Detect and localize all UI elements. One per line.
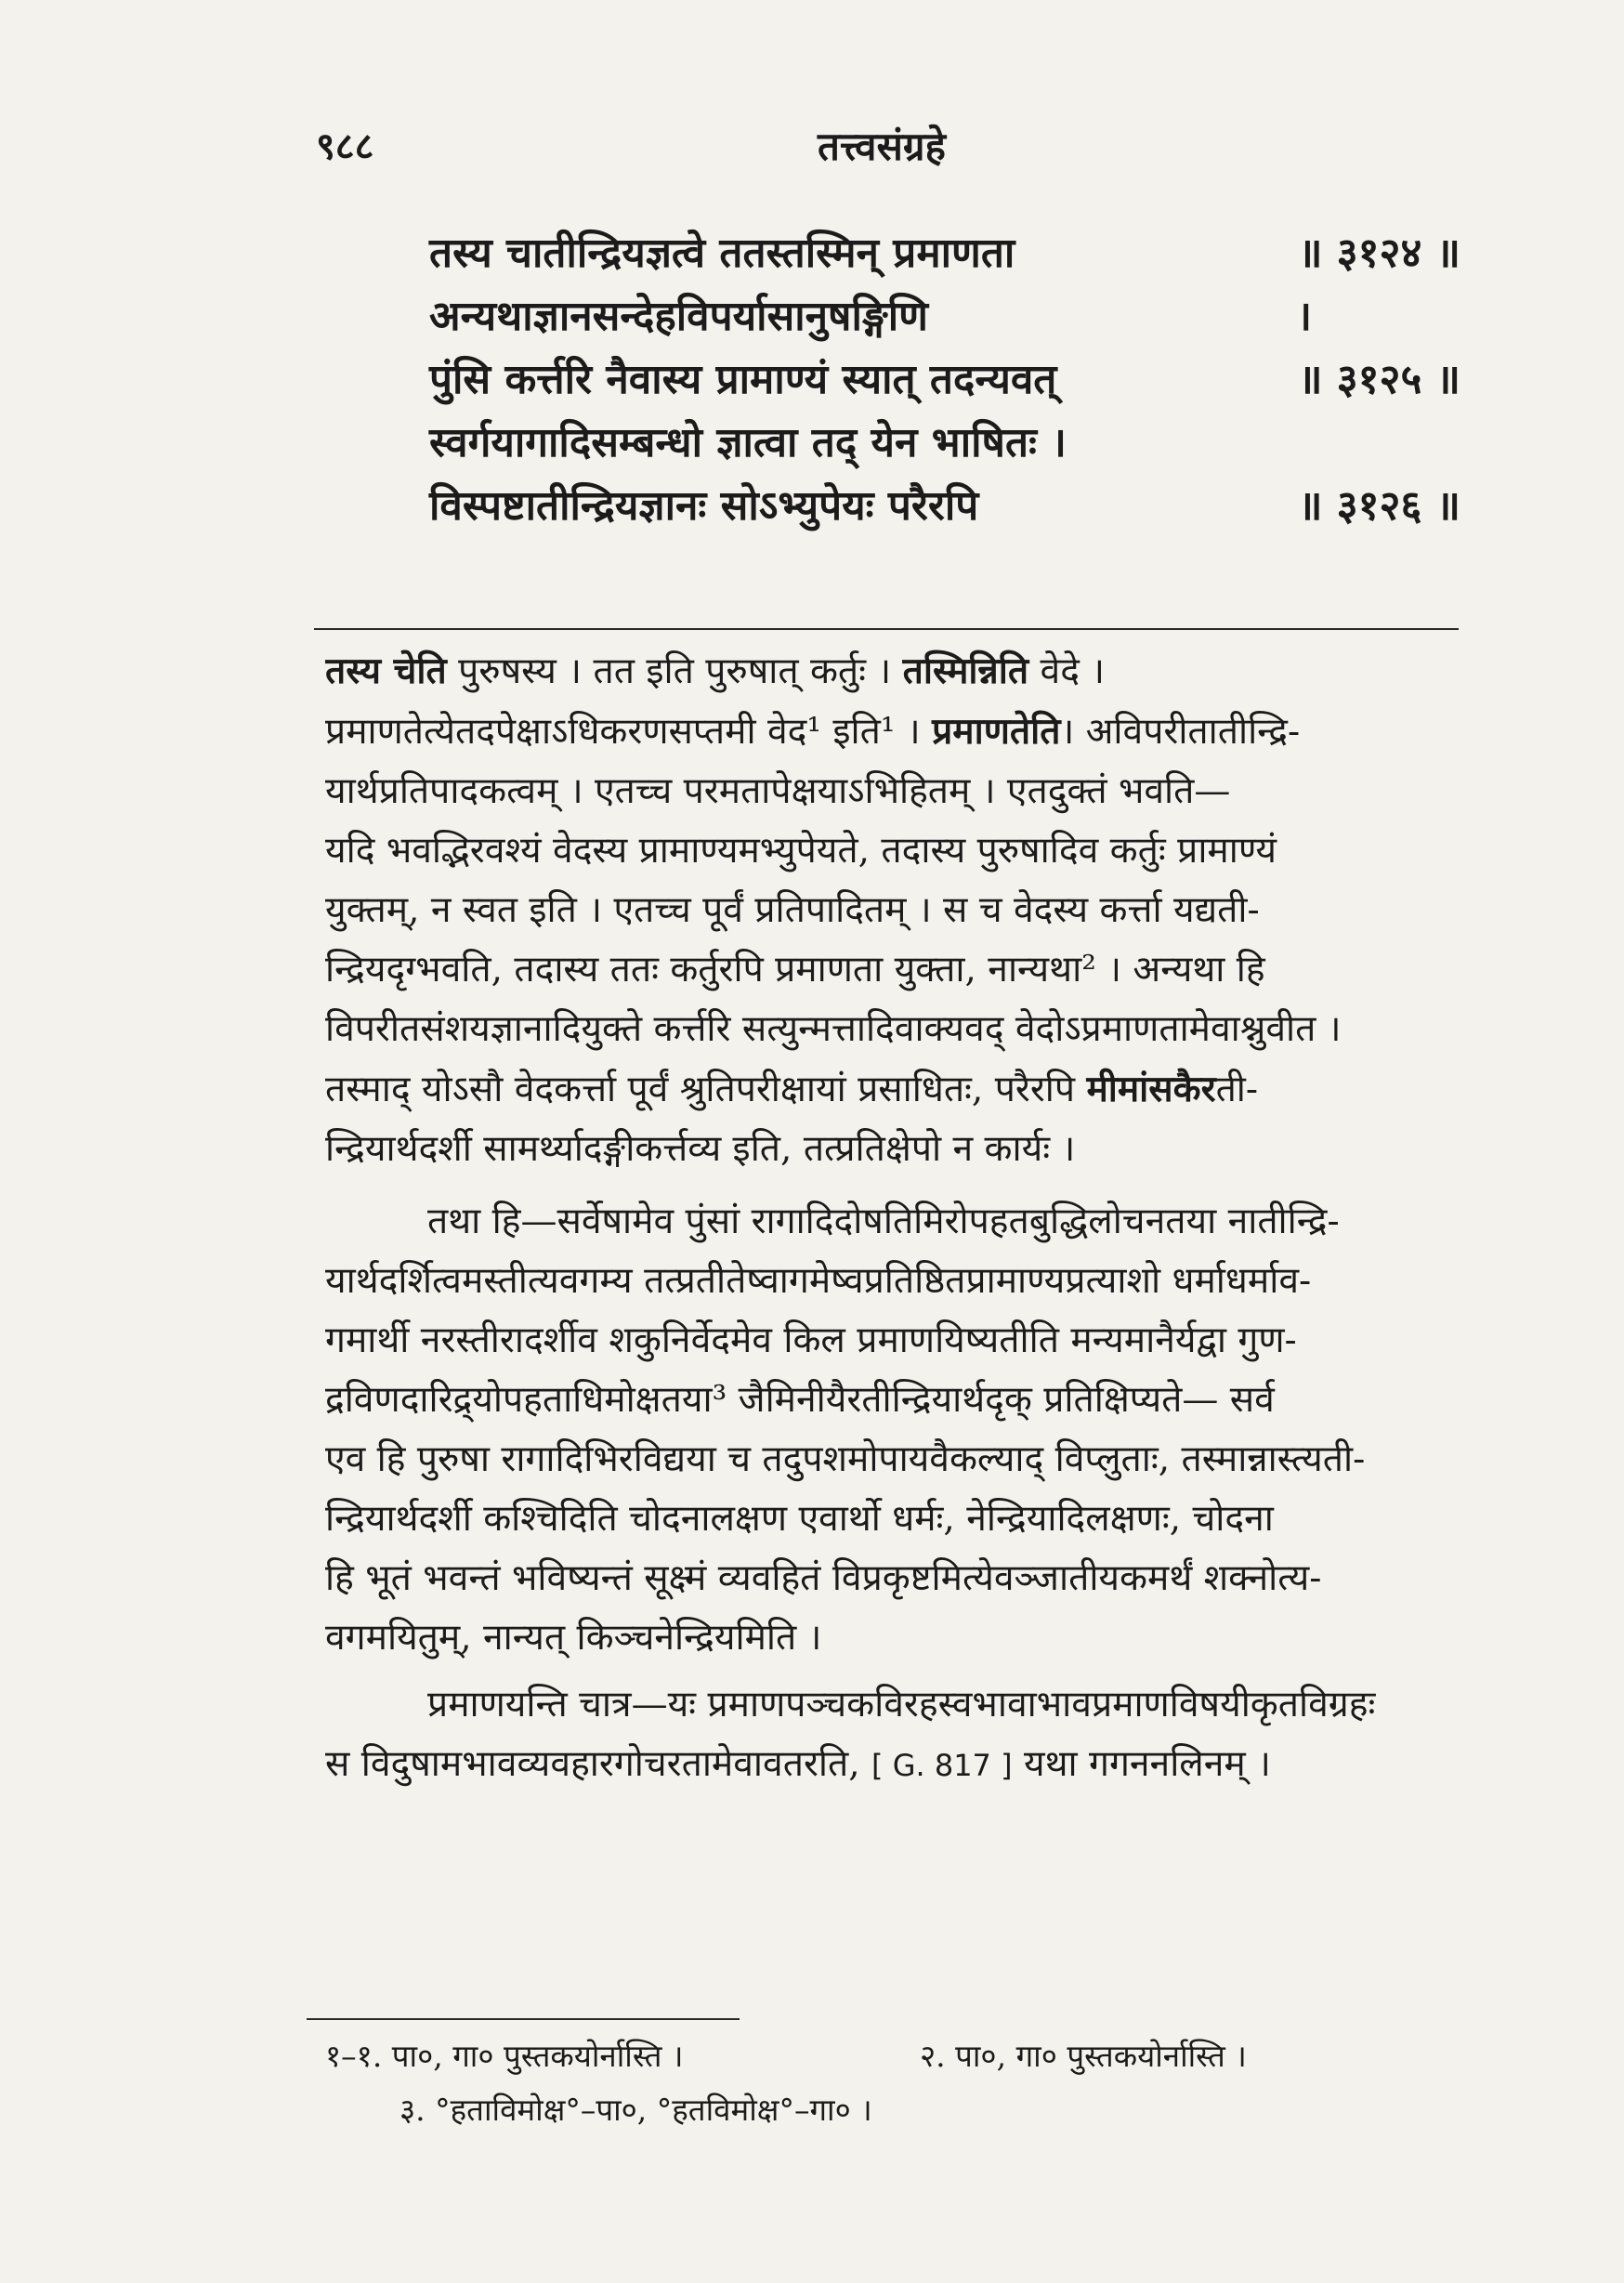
commentary-line: यदि भवद्भिरवश्यं वेदस्य प्रामाण्यमभ्युपेयते, तदास्य पुरुषादिव कर्तुः प्रामाण्यं	[325, 830, 1277, 872]
commentary-line: न्द्रियार्थदर्शी सामर्थ्यादङ्गीकर्त्तव्य इति, तत्प्रतिक्षेपो न कार्यः ।	[325, 1128, 1076, 1170]
footnote-2: २. पा०, गा० पुस्तकयोर्नास्ति ।	[920, 2038, 1247, 2074]
commentary-paragraph	[325, 1675, 1472, 1795]
commentary-paragraph	[325, 1192, 1472, 1668]
commentary-line: हि भूतं भवन्तं भविष्यन्तं सूक्ष्मं व्यवहितं विप्रकृष्टमित्येवञ्जातीयकमर्थं शक्नोत्य-	[325, 1557, 1322, 1599]
commentary-line	[325, 702, 1472, 762]
commentary-line: वगमयितुम्, नान्यत् किञ्चनेन्द्रियमिति ।	[325, 1617, 822, 1659]
commentary-line: तथा हि—सर्वेषामेव पुंसां रागादिदोषतिमिरोपहतबुद्धिलोचनतया नातीन्द्रि-	[427, 1201, 1340, 1242]
commentary-line: गमार्थी नरस्तीरादर्शीव शकुनिर्वेदमेव किल प्रमाणयिष्यतीति मन्यमानैर्यद्वा गुण-	[325, 1319, 1297, 1361]
commentary-line	[325, 641, 1472, 702]
commentary-line: न्द्रियदृग्भवति, तदास्य ततः कर्तुरपि प्रमाणता युक्ता, नान्यथा² । अन्यथा हि	[325, 949, 1265, 991]
text-run: स विदुषामभावव्यवहारगोचरतामेवावतरति,	[325, 1743, 872, 1785]
commentary-line: प्रमाणयन्ति चात्र—यः प्रमाणपञ्चकविरहस्वभावाभावप्रमाणविषयीकृतविग्रहः	[427, 1684, 1376, 1725]
footnote-1: १–१. पा०, गा० पुस्तकयोर्नास्ति ।	[325, 2038, 684, 2074]
text-run: ती-	[1215, 1069, 1259, 1110]
lemma: तस्य चेति	[325, 649, 447, 692]
verse-line	[429, 413, 1460, 476]
commentary-line: युक्तम्, न स्वत इति । एतच्च पूर्वं प्रतिपादितम् । स च वेदस्य कर्त्ता यद्यती-	[325, 889, 1260, 931]
lemma: तस्मिन्निति	[902, 649, 1029, 692]
signature-marker: [ G. 817 ]	[871, 1748, 1013, 1783]
verse-text: स्वर्गयागादिसम्बन्धो ज्ञात्वा तद् येन भाषितः ।	[429, 419, 1067, 466]
text-run: । अविपरीतातीन्द्रि-	[1060, 711, 1301, 753]
verse-text: अन्यथाज्ञानसन्देहविपर्यासानुषङ्गिणि	[429, 293, 928, 340]
verse-line	[429, 476, 1460, 539]
verse-separator-rule	[314, 628, 1459, 630]
verse-line	[429, 349, 1460, 413]
commentary-line	[325, 1735, 1472, 1795]
commentary-line	[325, 1059, 1472, 1120]
commentary	[325, 641, 1472, 1795]
page-number: ९८८	[316, 125, 374, 168]
page-header	[316, 119, 1466, 175]
verse-number: ॥ ३१२६ ॥	[1298, 482, 1460, 530]
text-run: यथा गगननलिनम् ।	[1012, 1743, 1271, 1785]
commentary-line: न्द्रियार्थदर्शी कश्चिदिति चोदनालक्षण एवार्थो धर्मः, नेन्द्रियादिलक्षणः, चोदना	[325, 1498, 1274, 1540]
footnote-separator-rule	[307, 2018, 740, 2020]
verse-line	[429, 286, 1460, 349]
text-run: प्रमाणतेत्येतदपेक्षाऽधिकरणसप्तमी वेद¹ इति¹ ।	[325, 711, 933, 753]
footnote-row	[325, 2029, 1459, 2083]
verse-text: विस्पष्टातीन्द्रियज्ञानः सोऽभ्युपेयः परैरपि	[429, 482, 979, 530]
commentary-line: द्रविणदारिद्र्योपहताधिमोक्षतया³ जैमिनीयैरतीन्द्रियार्थदृक् प्रतिक्षिप्यते— सर्व	[325, 1379, 1275, 1421]
text-run: तस्माद् योऽसौ वेदकर्त्ता पूर्वं श्रुतिपरीक्षायां प्रसाधितः, परैरपि	[325, 1069, 1087, 1110]
verse-text: पुंसि कर्त्तरि नैवास्य प्रामाण्यं स्यात् तदन्यवत्	[429, 356, 1057, 403]
verse-line	[429, 223, 1460, 286]
footnotes	[325, 2029, 1459, 2137]
text-run: वेदे ।	[1028, 650, 1106, 692]
verse-number: ॥ ३१२५ ॥	[1298, 356, 1460, 403]
commentary-paragraph	[325, 641, 1472, 1179]
commentary-line: विपरीतसंशयज्ञानादियुक्ते कर्त्तरि सत्युन्मत्तादिवाक्यवद् वेदोऽप्रमाणतामेवाश्नुवीत ।	[325, 1008, 1342, 1050]
commentary-line: एव हि पुरुषा रागादिभिरविद्यया च तदुपशमोपायवैकल्याद् विप्लुताः, तस्मान्नास्त्यती-	[325, 1438, 1366, 1480]
verse-number: ॥ ३१२४ ॥	[1298, 230, 1460, 277]
running-head: तत्त्वसंग्रहे	[818, 124, 946, 169]
lemma: प्रमाणतेति	[932, 710, 1061, 753]
text-run: पुरुषस्य । तत इति पुरुषात् कर्तुः ।	[446, 650, 903, 692]
verse-text: तस्य चातीन्द्रियज्ञत्वे ततस्तस्मिन् प्रमाणता	[429, 230, 1015, 277]
commentary-line: यार्थप्रतिपादकत्वम् । एतच्च परमतापेक्षयाऽभिहितम् । एतदुक्तं भवति—	[325, 770, 1231, 812]
verse-danda: ।	[1296, 293, 1312, 340]
emphasis: मीमांसकैर	[1086, 1068, 1216, 1110]
footnote-3: ३. °हताविमोक्ष°–पा०, °हतविमोक्ष°–गा० ।	[399, 2092, 872, 2128]
verse-block	[429, 223, 1460, 539]
commentary-line: यार्थदर्शित्वमस्तीत्यवगम्य तत्प्रतीतेष्वागमेष्वप्रतिष्ठितप्रामाण्यप्रत्याशो धर्माधर्माव-	[325, 1260, 1312, 1302]
